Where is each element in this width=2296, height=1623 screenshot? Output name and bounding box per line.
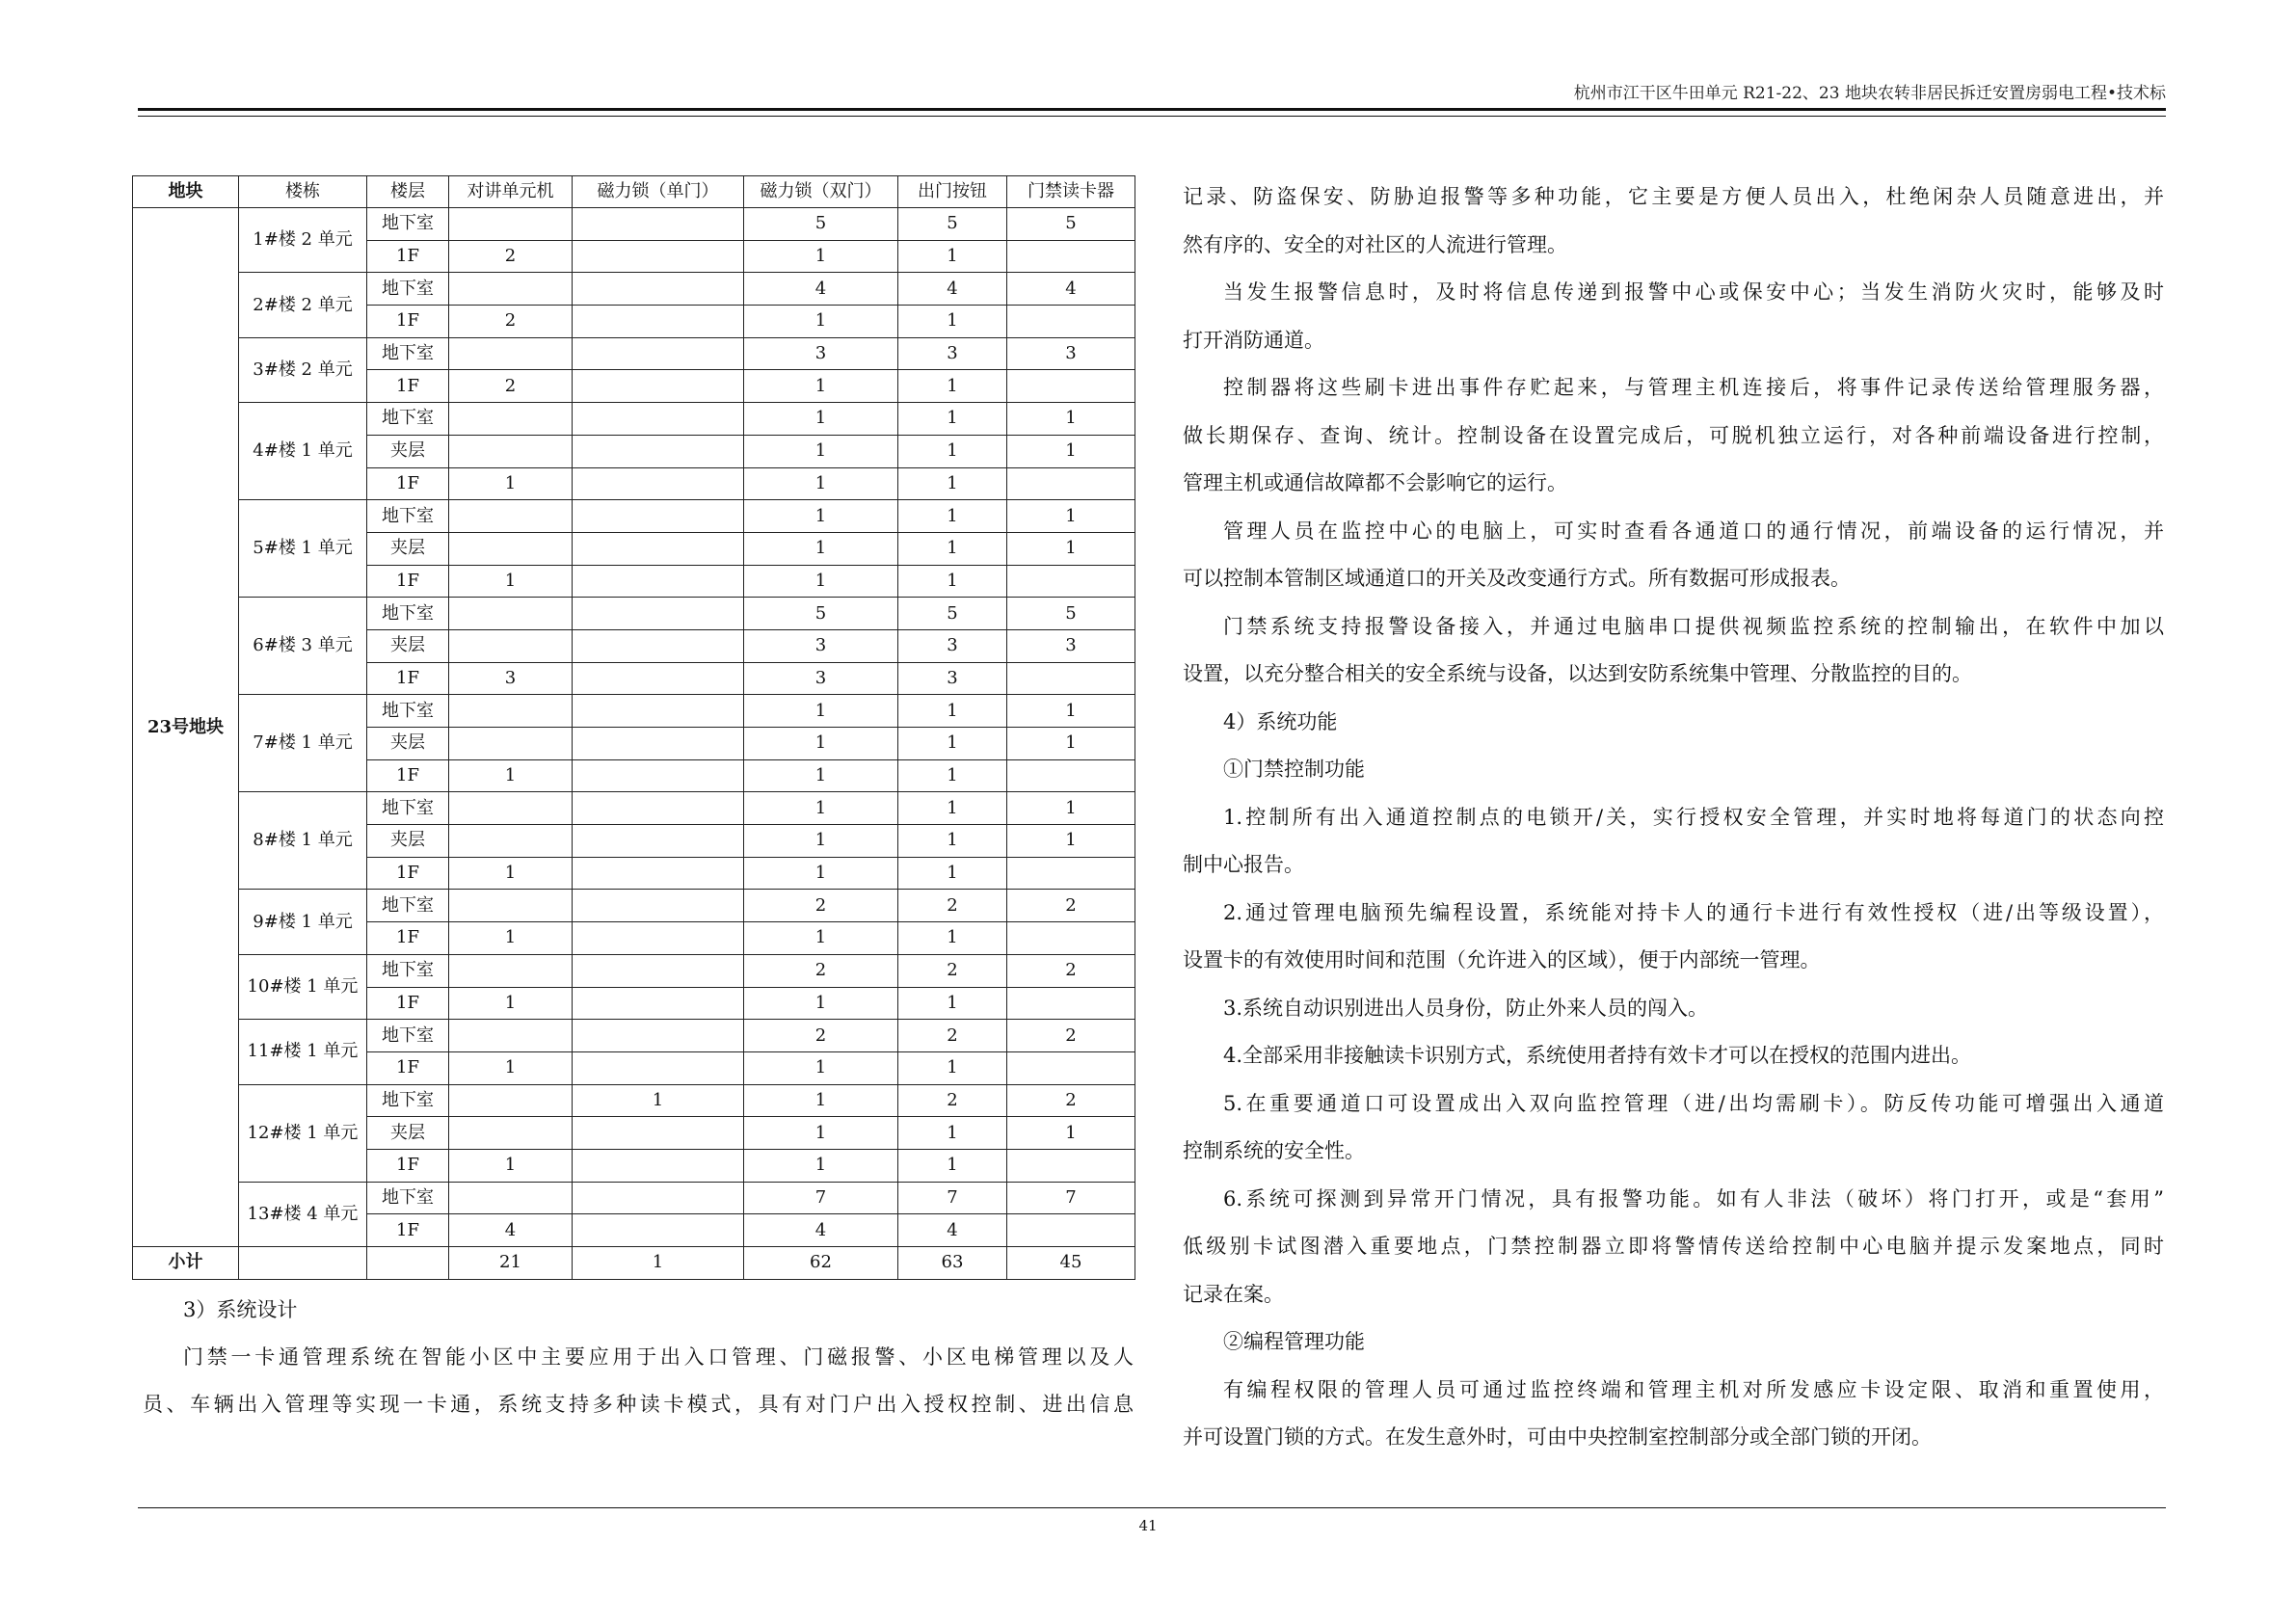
floor-cell: 夹层 bbox=[367, 1117, 449, 1150]
table-row bbox=[133, 337, 1135, 370]
value-cell: 1 bbox=[449, 565, 573, 598]
value-cell bbox=[573, 695, 744, 728]
paragraph-line: 有编程权限的管理人员可通过监控终端和管理主机对所发感应卡设定限、取消和重置使用， bbox=[1223, 1377, 2164, 1401]
value-cell bbox=[449, 403, 573, 436]
value-cell: 1 bbox=[744, 532, 898, 565]
table-row bbox=[133, 695, 1135, 728]
value-cell: 1 bbox=[1007, 435, 1135, 467]
table-row bbox=[133, 598, 1135, 630]
floor-cell: 1F bbox=[367, 922, 449, 955]
value-cell bbox=[1007, 1051, 1135, 1084]
value-cell bbox=[573, 403, 744, 436]
value-cell bbox=[449, 435, 573, 467]
value-cell: 2 bbox=[449, 240, 573, 273]
value-cell bbox=[1007, 467, 1135, 500]
value-cell bbox=[449, 1182, 573, 1214]
table-row bbox=[133, 890, 1135, 922]
paragraph-line: 门禁一卡通管理系统在智能小区中主要应用于出入口管理、门磁报警、小区电梯管理以及人 bbox=[183, 1345, 1134, 1369]
column-header: 门禁读卡器 bbox=[1007, 176, 1135, 208]
value-cell bbox=[1007, 759, 1135, 792]
value-cell bbox=[573, 857, 744, 890]
table-row bbox=[133, 500, 1135, 533]
value-cell: 1 bbox=[1007, 792, 1135, 825]
value-cell: 1 bbox=[744, 987, 898, 1020]
list-item-line: 设置卡的有效使用时间和范围（允许进入的区域），便于内部统一管理。 bbox=[1183, 948, 1821, 971]
value-cell: 1 bbox=[449, 759, 573, 792]
value-cell: 1 bbox=[744, 857, 898, 890]
paragraph-line: 做长期保存、查询、统计。控制设备在设置完成后，可脱机独立运行，对各种前端设备进行控制， bbox=[1183, 423, 2164, 447]
value-cell: 3 bbox=[898, 337, 1007, 370]
building-cell: 12#楼 1 单元 bbox=[239, 1084, 367, 1182]
column-header: 地块 bbox=[133, 176, 239, 208]
value-cell bbox=[1007, 370, 1135, 403]
value-cell bbox=[573, 825, 744, 858]
subtotal-value: 21 bbox=[449, 1247, 573, 1280]
floor-cell: 地下室 bbox=[367, 337, 449, 370]
value-cell: 5 bbox=[744, 208, 898, 241]
value-cell: 5 bbox=[898, 208, 1007, 241]
value-cell: 2 bbox=[1007, 890, 1135, 922]
value-cell: 1 bbox=[1007, 500, 1135, 533]
value-cell: 1 bbox=[1007, 403, 1135, 436]
value-cell bbox=[449, 208, 573, 241]
floor-cell: 地下室 bbox=[367, 1020, 449, 1052]
subtotal-value: 1 bbox=[573, 1247, 744, 1280]
floor-cell: 地下室 bbox=[367, 208, 449, 241]
value-cell bbox=[449, 500, 573, 533]
value-cell: 1 bbox=[449, 1149, 573, 1182]
table-row bbox=[133, 1084, 1135, 1117]
value-cell: 1 bbox=[898, 922, 1007, 955]
value-cell bbox=[449, 629, 573, 662]
value-cell bbox=[573, 306, 744, 338]
floor-cell: 地下室 bbox=[367, 273, 449, 306]
empty-cell bbox=[239, 1247, 367, 1280]
floor-cell: 地下室 bbox=[367, 403, 449, 436]
value-cell bbox=[449, 825, 573, 858]
value-cell: 1 bbox=[898, 1051, 1007, 1084]
paragraph-line: 记录、防盗保安、防胁迫报警等多种功能，它主要是方便人员出入，杜绝闲杂人员随意进出，并 bbox=[1183, 185, 2164, 208]
value-cell bbox=[449, 337, 573, 370]
value-cell: 3 bbox=[744, 662, 898, 695]
value-cell: 1 bbox=[744, 1084, 898, 1117]
table-row bbox=[133, 403, 1135, 436]
value-cell bbox=[573, 629, 744, 662]
value-cell: 1 bbox=[744, 1149, 898, 1182]
value-cell: 1 bbox=[744, 728, 898, 760]
paragraph-line: 控制器将这些刷卡进出事件存贮起来，与管理主机连接后，将事件记录传送给管理服务器， bbox=[1223, 376, 2164, 399]
value-cell bbox=[573, 1182, 744, 1214]
table-header-row bbox=[133, 176, 1135, 208]
subtotal-row bbox=[133, 1247, 1135, 1280]
value-cell bbox=[449, 954, 573, 987]
value-cell: 3 bbox=[449, 662, 573, 695]
building-cell: 2#楼 2 单元 bbox=[239, 273, 367, 337]
building-cell: 13#楼 4 单元 bbox=[239, 1182, 367, 1246]
value-cell bbox=[573, 273, 744, 306]
paragraph-line: 并可设置门锁的方式。在发生意外时，可由中央控制室控制部分或全部门锁的开闭。 bbox=[1183, 1425, 1932, 1449]
value-cell: 3 bbox=[898, 662, 1007, 695]
value-cell: 1 bbox=[898, 987, 1007, 1020]
floor-cell: 1F bbox=[367, 565, 449, 598]
floor-cell: 夹层 bbox=[367, 435, 449, 467]
plot-cell: 23号地块 bbox=[133, 208, 239, 1247]
list-item-line: 控制系统的安全性。 bbox=[1183, 1139, 1365, 1162]
value-cell: 3 bbox=[1007, 337, 1135, 370]
list-item-line: 5.在重要通道口可设置成出入双向监控管理（进/出均需刷卡）。防反传功能可增强出入通道 bbox=[1223, 1091, 2164, 1115]
equipment-table bbox=[132, 175, 1135, 1280]
value-cell bbox=[573, 500, 744, 533]
floor-cell: 地下室 bbox=[367, 500, 449, 533]
value-cell bbox=[449, 273, 573, 306]
building-cell: 11#楼 1 单元 bbox=[239, 1020, 367, 1084]
subtotal-value: 45 bbox=[1007, 1247, 1135, 1280]
paragraph-line: 设置，以充分整合相关的安全系统与设备，以达到安防系统集中管理、分散监控的目的。 bbox=[1183, 662, 1972, 685]
value-cell: 2 bbox=[1007, 1020, 1135, 1052]
value-cell bbox=[1007, 565, 1135, 598]
header-rule-thin bbox=[138, 116, 2166, 117]
value-cell: 1 bbox=[449, 467, 573, 500]
floor-cell: 1F bbox=[367, 370, 449, 403]
value-cell: 1 bbox=[744, 500, 898, 533]
value-cell: 2 bbox=[898, 1084, 1007, 1117]
value-cell bbox=[573, 435, 744, 467]
value-cell: 1 bbox=[898, 857, 1007, 890]
value-cell: 1 bbox=[1007, 728, 1135, 760]
value-cell bbox=[573, 208, 744, 241]
paragraph-line: 可以控制本管制区域通道口的开关及改变通行方式。所有数据可形成报表。 bbox=[1183, 567, 1851, 590]
floor-cell: 地下室 bbox=[367, 1182, 449, 1214]
column-header: 楼层 bbox=[367, 176, 449, 208]
page-number: 41 bbox=[1138, 1517, 1158, 1534]
value-cell: 1 bbox=[1007, 1117, 1135, 1150]
paragraph-line: 然有序的、安全的对社区的人流进行管理。 bbox=[1183, 232, 1567, 256]
subsection-heading: ②编程管理功能 bbox=[1223, 1330, 1365, 1353]
value-cell bbox=[573, 954, 744, 987]
table-row bbox=[133, 273, 1135, 306]
value-cell: 1 bbox=[898, 825, 1007, 858]
value-cell: 1 bbox=[1007, 825, 1135, 858]
value-cell bbox=[1007, 922, 1135, 955]
value-cell: 2 bbox=[744, 1020, 898, 1052]
value-cell bbox=[1007, 306, 1135, 338]
value-cell: 1 bbox=[898, 240, 1007, 273]
value-cell bbox=[573, 337, 744, 370]
value-cell bbox=[573, 370, 744, 403]
table-row bbox=[133, 1020, 1135, 1052]
value-cell: 1 bbox=[898, 759, 1007, 792]
value-cell bbox=[573, 565, 744, 598]
floor-cell: 1F bbox=[367, 1214, 449, 1247]
floor-cell: 1F bbox=[367, 987, 449, 1020]
value-cell: 1 bbox=[898, 500, 1007, 533]
list-item-line: 低级别卡试图潜入重要地点，门禁控制器立即将警情传送给控制中心电脑并提示发案地点，同时 bbox=[1183, 1235, 2164, 1258]
value-cell bbox=[1007, 1149, 1135, 1182]
value-cell: 1 bbox=[898, 695, 1007, 728]
paragraph-line: 管理人员在监控中心的电脑上，可实时查看各通道口的通行情况，前端设备的运行情况，并 bbox=[1223, 519, 2164, 543]
floor-cell: 1F bbox=[367, 467, 449, 500]
right-text-column bbox=[1183, 173, 2164, 1462]
column-header: 磁力锁（单门） bbox=[573, 176, 744, 208]
value-cell bbox=[573, 922, 744, 955]
value-cell: 1 bbox=[898, 306, 1007, 338]
value-cell bbox=[1007, 857, 1135, 890]
floor-cell: 地下室 bbox=[367, 792, 449, 825]
section-heading: 3）系统设计 bbox=[183, 1298, 298, 1321]
value-cell bbox=[1007, 1214, 1135, 1247]
value-cell: 1 bbox=[744, 403, 898, 436]
floor-cell: 地下室 bbox=[367, 1084, 449, 1117]
value-cell bbox=[573, 1214, 744, 1247]
building-cell: 3#楼 2 单元 bbox=[239, 337, 367, 402]
value-cell: 4 bbox=[744, 273, 898, 306]
list-item-line: 2.通过管理电脑预先编程设置，系统能对持卡人的通行卡进行有效性授权（进/出等级设置）， bbox=[1223, 900, 2164, 924]
building-cell: 10#楼 1 单元 bbox=[239, 954, 367, 1019]
value-cell: 1 bbox=[449, 922, 573, 955]
value-cell bbox=[573, 240, 744, 273]
building-cell: 7#楼 1 单元 bbox=[239, 695, 367, 792]
value-cell bbox=[449, 1117, 573, 1150]
value-cell: 1 bbox=[898, 435, 1007, 467]
table-row bbox=[133, 792, 1135, 825]
value-cell: 1 bbox=[1007, 532, 1135, 565]
value-cell: 2 bbox=[898, 1020, 1007, 1052]
value-cell: 7 bbox=[744, 1182, 898, 1214]
value-cell: 5 bbox=[898, 598, 1007, 630]
value-cell: 1 bbox=[898, 728, 1007, 760]
floor-cell: 夹层 bbox=[367, 825, 449, 858]
building-cell: 8#楼 1 单元 bbox=[239, 792, 367, 890]
value-cell: 2 bbox=[1007, 1084, 1135, 1117]
value-cell: 1 bbox=[744, 370, 898, 403]
value-cell: 2 bbox=[744, 954, 898, 987]
paragraph-line: 打开消防通道。 bbox=[1183, 328, 1324, 352]
building-cell: 6#楼 3 单元 bbox=[239, 598, 367, 695]
table-row bbox=[133, 1182, 1135, 1214]
value-cell bbox=[573, 1117, 744, 1150]
value-cell bbox=[573, 987, 744, 1020]
value-cell: 4 bbox=[744, 1214, 898, 1247]
value-cell: 1 bbox=[898, 1117, 1007, 1150]
value-cell: 7 bbox=[1007, 1182, 1135, 1214]
footer-rule bbox=[138, 1507, 2166, 1508]
value-cell: 1 bbox=[744, 1051, 898, 1084]
floor-cell: 1F bbox=[367, 662, 449, 695]
column-header: 出门按钮 bbox=[898, 176, 1007, 208]
floor-cell: 1F bbox=[367, 857, 449, 890]
floor-cell: 1F bbox=[367, 1051, 449, 1084]
floor-cell: 地下室 bbox=[367, 890, 449, 922]
equipment-table-wrapper bbox=[132, 175, 1135, 1280]
value-cell: 2 bbox=[449, 306, 573, 338]
paragraph-line: 员、车辆出入管理等实现一卡通，系统支持多种读卡模式，具有对门户出入授权控制、进出信息 bbox=[143, 1393, 1134, 1416]
header-title: 杭州市江干区牛田单元 R21-22、23 地块农转非居民拆迁安置房弱电工程•技术标 bbox=[1573, 84, 2166, 103]
value-cell bbox=[449, 1084, 573, 1117]
floor-cell: 地下室 bbox=[367, 695, 449, 728]
value-cell bbox=[449, 598, 573, 630]
value-cell: 1 bbox=[898, 467, 1007, 500]
value-cell: 4 bbox=[449, 1214, 573, 1247]
floor-cell: 1F bbox=[367, 306, 449, 338]
empty-cell bbox=[367, 1247, 449, 1280]
value-cell bbox=[1007, 987, 1135, 1020]
building-cell: 5#楼 1 单元 bbox=[239, 500, 367, 598]
value-cell: 4 bbox=[1007, 273, 1135, 306]
column-header: 磁力锁（双门） bbox=[744, 176, 898, 208]
floor-cell: 地下室 bbox=[367, 598, 449, 630]
value-cell: 1 bbox=[898, 1149, 1007, 1182]
value-cell: 7 bbox=[898, 1182, 1007, 1214]
floor-cell: 夹层 bbox=[367, 532, 449, 565]
floor-cell: 夹层 bbox=[367, 728, 449, 760]
value-cell: 3 bbox=[1007, 629, 1135, 662]
value-cell: 2 bbox=[744, 890, 898, 922]
value-cell: 5 bbox=[1007, 208, 1135, 241]
building-cell: 9#楼 1 单元 bbox=[239, 890, 367, 954]
value-cell: 3 bbox=[744, 337, 898, 370]
value-cell: 1 bbox=[744, 825, 898, 858]
value-cell: 5 bbox=[1007, 598, 1135, 630]
value-cell: 1 bbox=[744, 759, 898, 792]
value-cell bbox=[573, 1149, 744, 1182]
value-cell: 2 bbox=[898, 954, 1007, 987]
value-cell bbox=[449, 695, 573, 728]
value-cell: 1 bbox=[449, 987, 573, 1020]
list-item-line: 4.全部采用非接触读卡识别方式，系统使用者持有效卡才可以在授权的范围内进出。 bbox=[1223, 1044, 1972, 1067]
value-cell: 4 bbox=[898, 273, 1007, 306]
value-cell: 2 bbox=[898, 890, 1007, 922]
value-cell: 5 bbox=[744, 598, 898, 630]
value-cell: 3 bbox=[744, 629, 898, 662]
subtotal-value: 63 bbox=[898, 1247, 1007, 1280]
paragraph-line: 门禁系统支持报警设备接入，并通过电脑串口提供视频监控系统的控制输出，在软件中加以 bbox=[1223, 614, 2164, 638]
floor-cell: 1F bbox=[367, 759, 449, 792]
subtotal-value: 62 bbox=[744, 1247, 898, 1280]
value-cell: 1 bbox=[744, 467, 898, 500]
value-cell: 3 bbox=[898, 629, 1007, 662]
list-item-line: 1.控制所有出入通道控制点的电锁开/关，实行授权安全管理，并实时地将每道门的状态向控 bbox=[1223, 805, 2164, 829]
building-cell: 4#楼 1 单元 bbox=[239, 403, 367, 500]
subtotal-label: 小计 bbox=[133, 1247, 239, 1280]
value-cell: 2 bbox=[449, 370, 573, 403]
value-cell: 4 bbox=[898, 1214, 1007, 1247]
value-cell: 1 bbox=[898, 370, 1007, 403]
value-cell bbox=[573, 532, 744, 565]
value-cell bbox=[449, 532, 573, 565]
table-body bbox=[133, 208, 1135, 1280]
value-cell: 1 bbox=[744, 306, 898, 338]
table-row bbox=[133, 208, 1135, 241]
value-cell: 1 bbox=[898, 565, 1007, 598]
floor-cell: 1F bbox=[367, 240, 449, 273]
value-cell bbox=[573, 759, 744, 792]
value-cell bbox=[573, 792, 744, 825]
list-item-line: 制中心报告。 bbox=[1183, 853, 1304, 876]
header-rule-thick bbox=[138, 108, 2166, 111]
floor-cell: 地下室 bbox=[367, 954, 449, 987]
table-row bbox=[133, 954, 1135, 987]
value-cell: 1 bbox=[744, 922, 898, 955]
value-cell: 1 bbox=[744, 792, 898, 825]
column-header: 对讲单元机 bbox=[449, 176, 573, 208]
floor-cell: 夹层 bbox=[367, 629, 449, 662]
column-header: 楼栋 bbox=[239, 176, 367, 208]
list-item-line: 6.系统可探测到异常开门情况，具有报警功能。如有人非法（破坏）将门打开，或是“套用” bbox=[1223, 1186, 2164, 1211]
value-cell: 1 bbox=[744, 1117, 898, 1150]
value-cell: 1 bbox=[898, 532, 1007, 565]
value-cell: 1 bbox=[449, 1051, 573, 1084]
subsection-heading: ①门禁控制功能 bbox=[1223, 758, 1365, 781]
value-cell: 1 bbox=[744, 695, 898, 728]
value-cell: 1 bbox=[744, 240, 898, 273]
value-cell: 1 bbox=[898, 792, 1007, 825]
value-cell: 1 bbox=[898, 403, 1007, 436]
value-cell: 1 bbox=[573, 1084, 744, 1117]
list-item-line: 记录在案。 bbox=[1183, 1282, 1284, 1306]
value-cell: 1 bbox=[744, 565, 898, 598]
value-cell bbox=[1007, 240, 1135, 273]
value-cell: 1 bbox=[744, 435, 898, 467]
left-text-column bbox=[143, 1287, 1134, 1428]
value-cell bbox=[573, 890, 744, 922]
value-cell bbox=[573, 1051, 744, 1084]
floor-cell: 1F bbox=[367, 1149, 449, 1182]
value-cell bbox=[1007, 662, 1135, 695]
value-cell: 1 bbox=[449, 857, 573, 890]
value-cell: 2 bbox=[1007, 954, 1135, 987]
value-cell bbox=[573, 728, 744, 760]
paragraph-line: 当发生报警信息时，及时将信息传递到报警中心或保安中心；当发生消防火灾时，能够及时 bbox=[1223, 280, 2164, 304]
list-item-line: 3.系统自动识别进出人员身份，防止外来人员的闯入。 bbox=[1223, 996, 1709, 1020]
building-cell: 1#楼 2 单元 bbox=[239, 208, 367, 273]
value-cell bbox=[573, 1020, 744, 1052]
value-cell bbox=[449, 728, 573, 760]
value-cell bbox=[449, 792, 573, 825]
value-cell bbox=[573, 598, 744, 630]
paragraph-line: 管理主机或通信故障都不会影响它的运行。 bbox=[1183, 471, 1567, 494]
value-cell: 1 bbox=[1007, 695, 1135, 728]
value-cell bbox=[449, 890, 573, 922]
value-cell bbox=[573, 467, 744, 500]
value-cell bbox=[573, 662, 744, 695]
section-heading: 4）系统功能 bbox=[1223, 709, 1338, 733]
value-cell bbox=[449, 1020, 573, 1052]
